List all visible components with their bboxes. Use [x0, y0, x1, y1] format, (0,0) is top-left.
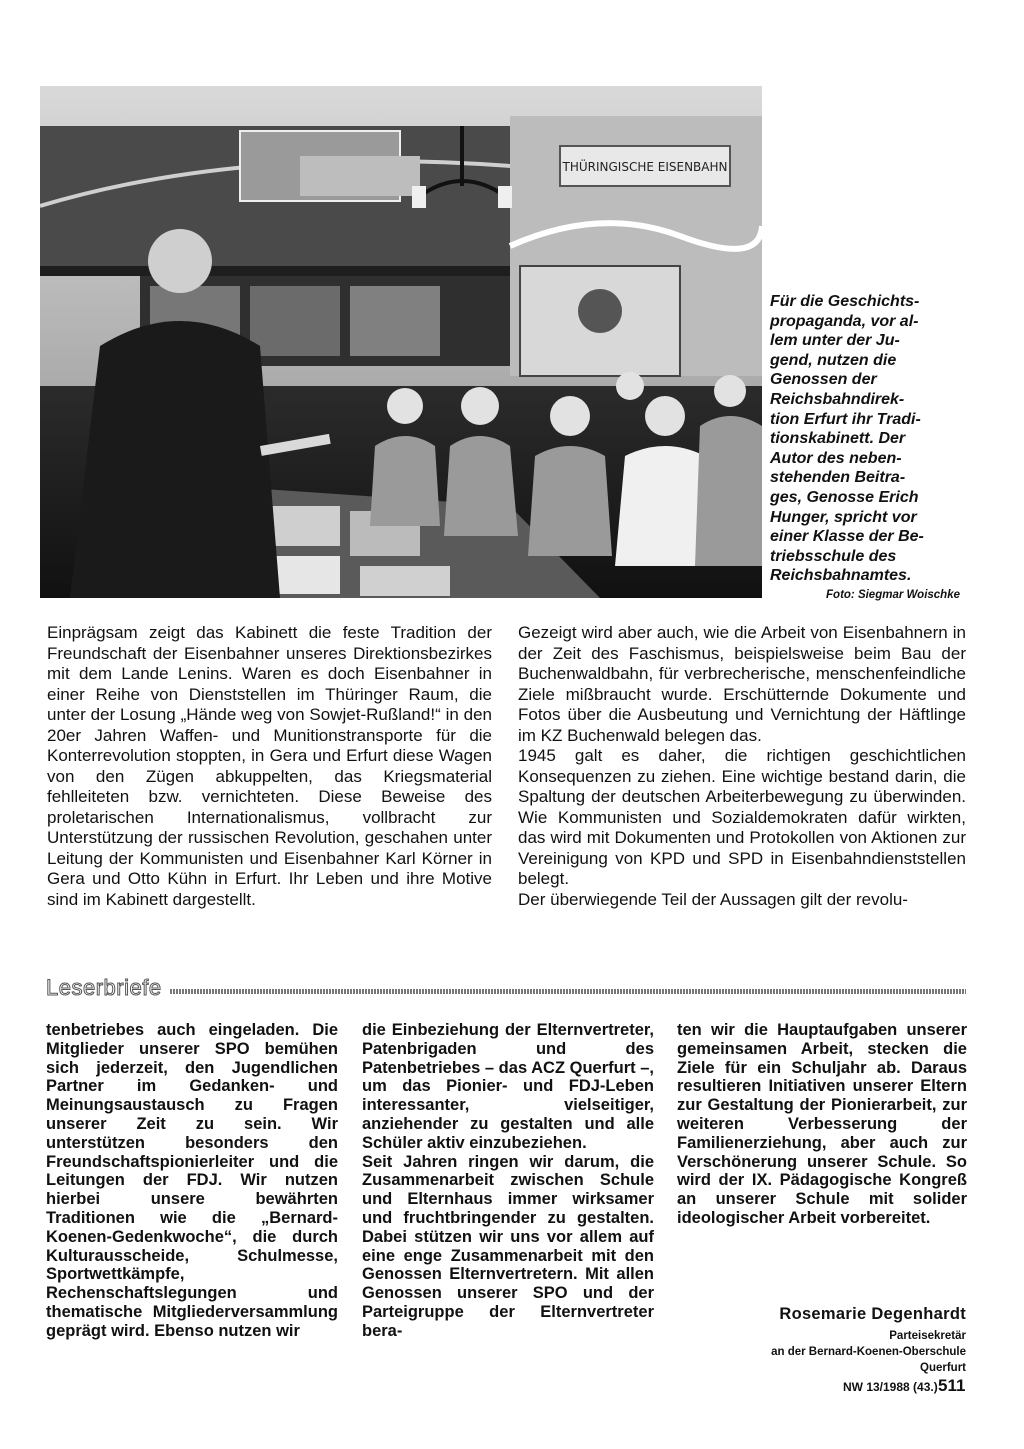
photo-caption [770, 292, 960, 603]
article-photo [40, 86, 762, 598]
article-column-1 [47, 623, 492, 910]
article-paragraph: Der überwiegende Teil der Aussagen gilt der revolu- [518, 889, 908, 909]
author-role-line: Parteisekretär [889, 1330, 966, 1342]
section-title: Leserbriefe [46, 975, 162, 1000]
caption-line: Autor des neben- [770, 449, 902, 467]
letter-paragraph: ten wir die Hauptaufgaben unserer gemeinsamen Arbeit, stecken die Ziele für ein Schuljahr ab. Daraus resultieren Initiativen unserer Eltern zur Gestaltung der Pionierarbeit, zur weiteren Verbesserung der Familienerziehung, aber auch zur Verschönerung unserer Schule. So wird der IX. Pädagogische Kongreß an unserer Schule mit solider ideologischer Arbeit vorbereitet. [677, 1021, 967, 1227]
article-column-2 [518, 623, 966, 910]
article-paragraph: 1945 galt es daher, die richtigen geschichtlichen Konsequenzen zu ziehen. Eine wichtige bestand darin, die Spaltung der deutschen Arbeiterbewegung zu überwinden. Wie Kommunisten und Sozialdemokraten dafür wirkten, das wird mit Dokumenten und Protokollen von Aktionen zur Vereinigung von KPD und SPD in Eisenbahndienststellen belegt. [518, 746, 966, 888]
caption-line: Reichsbahnamtes. [770, 567, 912, 585]
letter-column-3 [677, 1021, 967, 1228]
caption-line: gend, nutzen die [770, 351, 897, 369]
author-role [771, 1328, 966, 1376]
caption-line: Reichsbahndirek- [770, 390, 905, 408]
author-role-line: Querfurt [920, 1362, 966, 1374]
letter-column-1 [46, 1021, 338, 1341]
issue-reference: NW 13/1988 (43.) [843, 1380, 938, 1394]
caption-line: Für die Geschichts- [770, 293, 920, 310]
letter-paragraph: Seit Jahren ringen wir darum, die Zusammenarbeit zwischen Schule und Elternhaus immer wirksamer und fruchtbringender zu gestalten. Dabei stützen wir uns vor allem auf eine enge Zusammenarbeit mit den Genossen Elternvertretern. Mit allen Genossen unserer SPO und der Parteigruppe der Elternvertreter bera- [362, 1152, 654, 1340]
article-paragraph: Gezeigt wird aber auch, wie die Arbeit von Eisenbahnern in der Zeit des Faschismus, beispielsweise beim Bau der Buchenwaldbahn, für verbrecherische, menschenfeindliche Ziele mißbraucht wurde. Erschütternde Dokumente und Fotos über die Ausbeutung und Vernichtung der Häftlinge im KZ Buchenwald belegen das. [518, 623, 966, 745]
article-paragraph: Einprägsam zeigt das Kabinett die feste Tradition der Freundschaft der Eisenbahner unseres Direktionsbezirkes mit dem Lande Lenins. Waren es doch Eisenbahner in einer Reihe von Dienststellen im Thüringer Raum, die unter der Losung „Hände weg von Sowjet-Rußland!“ in den 20er Jahren Waffen- und Munitionstransporte für die Konterrevolution stoppten, in Gera und Erfurt diese Wagen von den Zügen abkuppelten, das Kriegsmaterial fehlleiteten bzw. vernichteten. Diese Beweise des proletarischen Internationalismus, vollbracht zur Unterstützung der russischen Revolution, geschahen unter Leitung der Kommunisten und Eisenbahner Karl Körner in Gera und Otto Kühn in Erfurt. Ihr Leben und ihre Motive sind im Kabinett dargestellt. [47, 623, 492, 909]
caption-line: ges, Genosse Erich [770, 488, 919, 506]
letter-column-2 [362, 1021, 654, 1341]
section-rule [170, 989, 966, 994]
caption-line: Genossen der [770, 371, 877, 389]
author-name: Rosemarie Degenhardt [779, 1305, 966, 1323]
letter-paragraph: tenbetriebes auch eingeladen. Die Mitglieder unserer SPO bemühen sich jederzeit, den Jugendlichen Partner im Gedanken- und Meinungsaustausch zu Fragen unserer Zeit zu sein. Wir unterstützen besonders den Freundschaftspionierleiter und die Leitungen der FDJ. Wir nutzen hierbei unsere bewährten Traditionen wie die „Bernard-Koenen-Gedenkwoche“, die durch Kulturausscheide, Schulmesse, Sportwettkämpfe, Rechenschaftslegungen und thematische Mitgliederversammlung geprägt wird. Ebenso nutzen wir [46, 1021, 338, 1340]
photo-banner-text: THÜRINGISCHE EISENBAHN [562, 160, 728, 174]
caption-line: Hunger, spricht vor [770, 508, 917, 526]
caption-line: tionskabinett. Der [770, 430, 906, 448]
caption-line: tion Erfurt ihr Tradi- [770, 410, 921, 428]
caption-line: propaganda, vor al- [770, 312, 919, 330]
photo-credit: Foto: Siegmar Woischke [826, 588, 960, 601]
section-header-leserbriefe [46, 973, 966, 1003]
caption-line: einer Klasse der Be- [770, 528, 924, 546]
letter-paragraph: die Einbeziehung der Elternvertreter, Patenbrigaden und des Patenbetriebes – das ACZ Querfurt –, um das Pionier- und FDJ-Leben interessanter, vielseitiger, anziehender zu gestalten und alle Schüler aktiv einzubeziehen. [362, 1021, 654, 1152]
page-number: 511 [938, 1376, 966, 1395]
photo-illustration [40, 86, 762, 598]
caption-line: lem unter der Ju- [770, 332, 900, 350]
caption-line: stehenden Beitra- [770, 469, 906, 487]
author-role-line: an der Bernard-Koenen-Oberschule [771, 1346, 966, 1358]
caption-line: triebsschule des [770, 547, 897, 565]
